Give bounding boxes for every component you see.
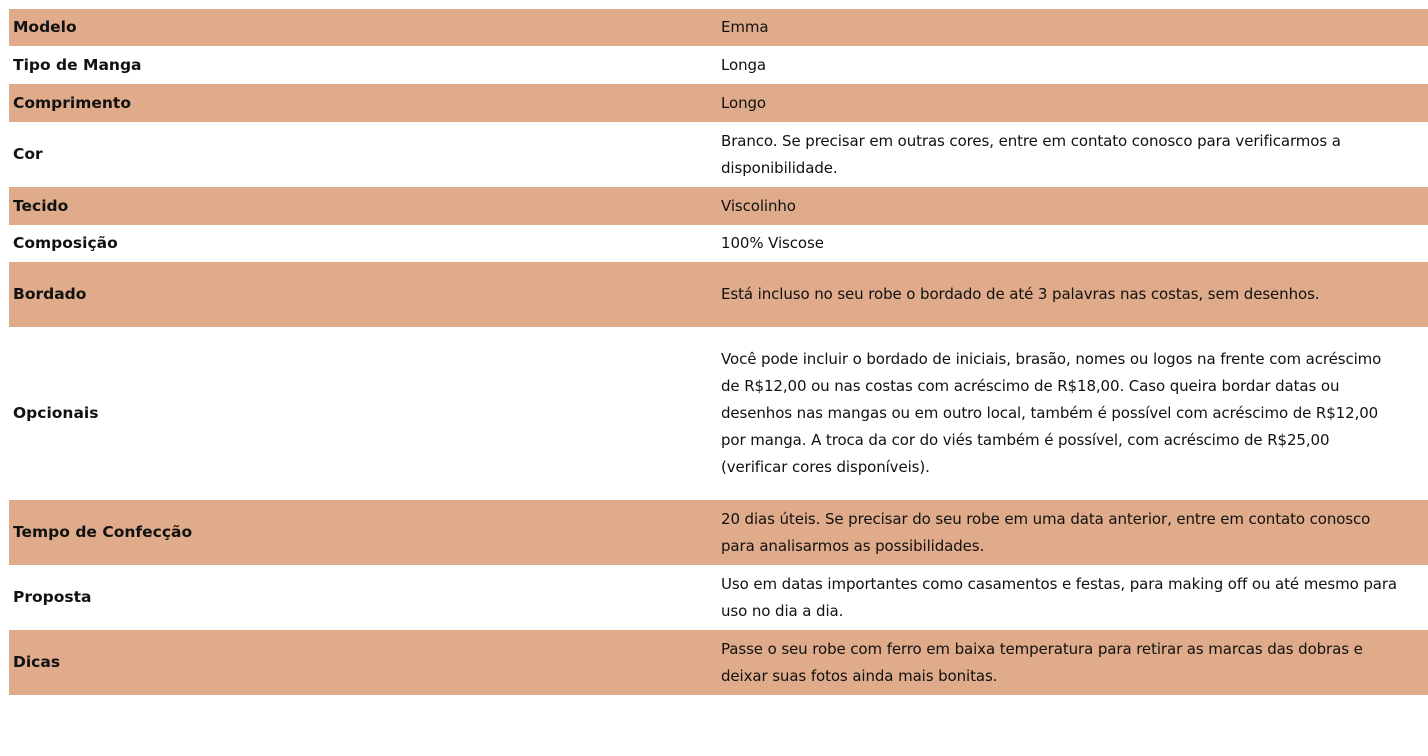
spec-label: Opcionais (9, 327, 717, 500)
spec-value: Branco. Se precisar em outras cores, entre em contato conosco para verificarmos a disponibilidade. (717, 122, 1428, 187)
spec-label: Comprimento (9, 84, 717, 122)
spec-label: Dicas (9, 630, 717, 695)
spec-value: Emma (717, 9, 1428, 46)
spec-label: Tipo de Manga (9, 46, 717, 84)
spec-row-tecido (9, 187, 1428, 225)
spec-value: 100% Viscose (717, 225, 1428, 262)
spec-label: Tempo de Confecção (9, 500, 717, 565)
spec-row-composicao (9, 225, 1428, 262)
product-spec-table (9, 9, 1428, 695)
spec-row-tipo-de-manga (9, 46, 1428, 84)
spec-row-opcionais (9, 327, 1428, 500)
spec-row-dicas (9, 630, 1428, 695)
spec-value: Longa (717, 46, 1428, 84)
spec-value: Passe o seu robe com ferro em baixa temperatura para retirar as marcas das dobras e deixar suas fotos ainda mais bonitas. (717, 630, 1428, 695)
spec-label: Proposta (9, 565, 717, 630)
spec-label: Tecido (9, 187, 717, 225)
spec-value: Uso em datas importantes como casamentos e festas, para making off ou até mesmo para uso no dia a dia. (717, 565, 1428, 630)
spec-label: Composição (9, 225, 717, 262)
spec-row-tempo-de-confeccao (9, 500, 1428, 565)
spec-value: Está incluso no seu robe o bordado de até 3 palavras nas costas, sem desenhos. (717, 262, 1428, 327)
spec-value: Você pode incluir o bordado de iniciais, brasão, nomes ou logos na frente com acréscimo de R$12,00 ou nas costas com acréscimo de R$18,00. Caso queira bordar datas ou desenhos nas mangas ou em outro local, também é possível com acréscimo de R$12,00 por manga. A troca da cor do viés também é possível, com acréscimo de R$25,00 (verificar cores disponíveis). (717, 327, 1428, 500)
spec-value: 20 dias úteis. Se precisar do seu robe em uma data anterior, entre em contato conosco para analisarmos as possibilidades. (717, 500, 1428, 565)
spec-label: Bordado (9, 262, 717, 327)
spec-row-cor (9, 122, 1428, 187)
spec-value: Viscolinho (717, 187, 1428, 225)
spec-row-bordado (9, 262, 1428, 327)
spec-value: Longo (717, 84, 1428, 122)
spec-label: Modelo (9, 9, 717, 46)
spec-label: Cor (9, 122, 717, 187)
spec-row-modelo (9, 9, 1428, 46)
spec-row-comprimento (9, 84, 1428, 122)
spec-row-proposta (9, 565, 1428, 630)
